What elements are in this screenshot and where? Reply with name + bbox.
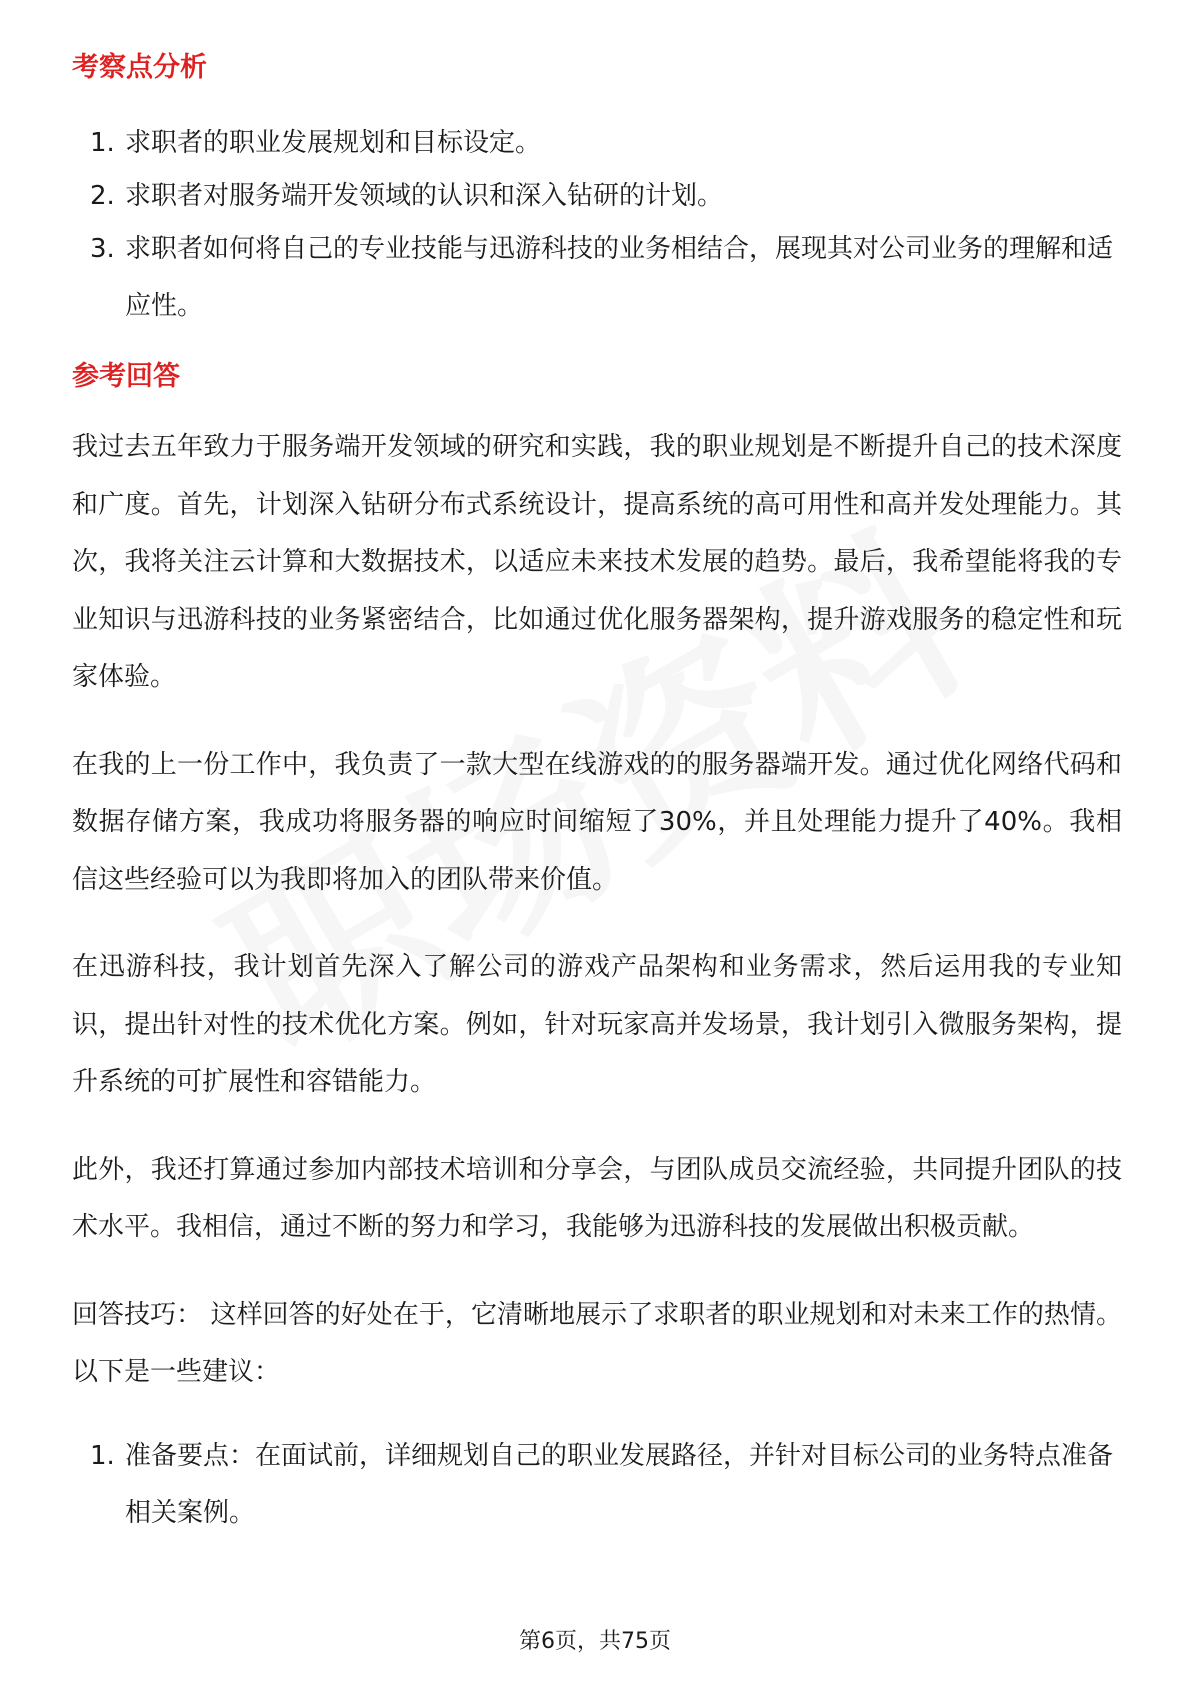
list-item [72, 168, 1122, 225]
section-title-reference-answer: 参考回答 [72, 361, 180, 392]
list-number: 1. [90, 128, 115, 158]
list-item-text: 准备要点：在面试前，详细规划自己的职业发展路径，并针对目标公司的业务特点准备相关案例。 [125, 1440, 1114, 1528]
list-item-text: 求职者对服务端开发领域的认识和深入钻研的计划。 [125, 181, 724, 211]
list-item-text: 求职者的职业发展规划和目标设定。 [125, 128, 542, 158]
answer-paragraph: 在迅游科技，我计划首先深入了解公司的游戏产品架构和业务需求，然后运用我的专业知识，提出针对性的技术优化方案。例如，针对玩家高并发场景，我计划引入微服务架构，提升系统的可扩展性和容错能力。 [72, 952, 1122, 1097]
list-number: 3. [90, 234, 115, 264]
tips-list [72, 1428, 1122, 1542]
list-number: 1. [90, 1440, 115, 1471]
answer-tips-intro: 回答技巧： 这样回答的好处在于，它清晰地展示了求职者的职业规划和对未来工作的热情。以下是一些建议： [72, 1299, 1122, 1387]
answer-paragraph: 在我的上一份工作中，我负责了一款大型在线游戏的的服务器端开发。通过优化网络代码和数据存储方案，我成功将服务器的响应时间缩短了30%，并且处理能力提升了40%。我相信这些经验可以为我即将加入的团队带来价值。 [72, 749, 1122, 895]
page-number: 第6页，共75页 [519, 1629, 671, 1654]
list-item-text: 求职者如何将自己的专业技能与迅游科技的业务相结合，展现其对公司业务的理解和适应性。 [125, 234, 1114, 321]
list-item [72, 1428, 1122, 1542]
answer-paragraph: 此外，我还打算通过参加内部技术培训和分享会，与团队成员交流经验，共同提升团队的技术水平。我相信，通过不断的努力和学习，我能够为迅游科技的发展做出积极贡献。 [72, 1154, 1122, 1242]
answer-paragraph: 我过去五年致力于服务端开发领域的研究和实践，我的职业规划是不断提升自己的技术深度和广度。首先，计划深入钻研分布式系统设计，提高系统的高可用性和高并发处理能力。其次，我将关注云计算和大数据技术，以适应未来技术发展的趋势。最后，我希望能将我的专业知识与迅游科技的业务紧密结合，比如通过优化服务器架构，提升游戏服务的稳定性和玩家体验。 [72, 432, 1122, 692]
analysis-list [72, 115, 1122, 335]
list-item [72, 115, 1122, 172]
list-item [72, 221, 1122, 335]
section-title-analysis: 考察点分析 [72, 52, 207, 83]
page-content [72, 48, 1122, 1542]
list-number: 2. [90, 181, 115, 211]
